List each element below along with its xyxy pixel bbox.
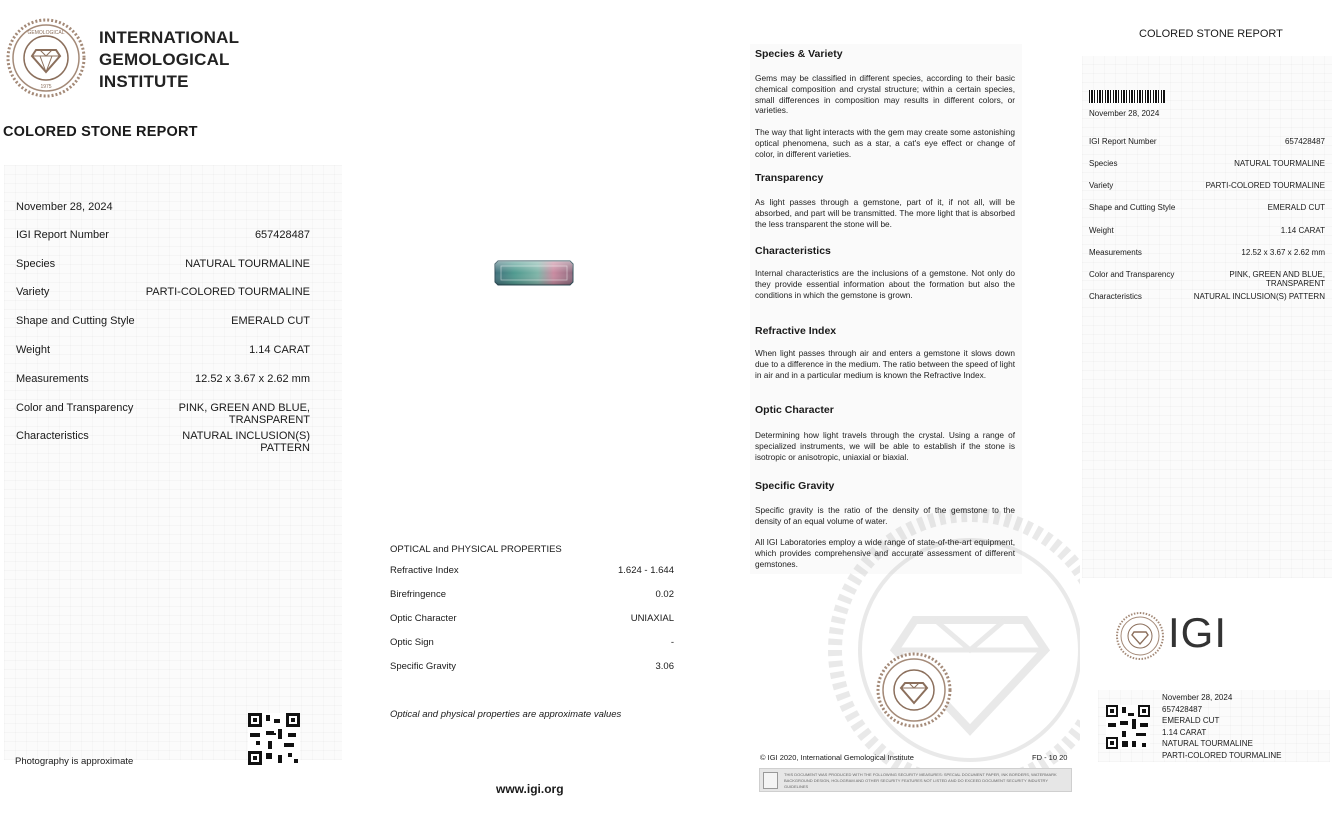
section-heading-specific-gravity: Specific Gravity [755,480,835,492]
document-icon [763,772,778,789]
left-panel-background [4,165,342,760]
field-value: 12.52 x 3.67 x 2.62 mm [1241,248,1325,257]
mini-card-line: 657428487 [1162,704,1203,714]
report-title: COLORED STONE REPORT [3,124,198,140]
field-label: IGI Report Number [1089,137,1157,146]
field-label: Shape and Cutting Style [1089,203,1176,212]
field-label: Species [16,258,56,270]
field-label: Species [1089,159,1118,168]
field-value: EMERALD CUT [1267,203,1325,212]
section-heading-characteristics: Characteristics [755,245,831,257]
mini-card-line: November 28, 2024 [1162,693,1233,702]
security-strip [759,768,1072,792]
property-value: 3.06 [655,661,674,672]
field-label: Variety [1089,181,1114,190]
mini-card-line: PARTI-COLORED TOURMALINE [1162,750,1282,760]
properties-title: OPTICAL and PHYSICAL PROPERTIES [390,544,562,555]
field-value-line: PATTERN [260,442,310,454]
igi-brand-seal [1116,612,1164,660]
field-value: 1.14 CARAT [249,344,310,356]
field-value-line: TRANSPARENT [228,414,310,426]
mini-card-line: NATURAL TOURMALINE [1162,739,1253,749]
field-value: NATURAL TOURMALINE [185,258,310,270]
seal-year: 1975 [40,84,52,90]
properties-disclaimer: Optical and physical properties are approximate values [390,709,622,720]
section-paragraph: Determining how light travels through the crystal. Using a range of specialized instruments, we will be able to establish if the stone is isotropic or anisotropic, uniaxial or biaxial. [755,430,1015,462]
form-code: FD - 10 20 [1032,753,1068,762]
field-value-line: TRANSPARENT [1266,279,1325,288]
property-value: - [670,637,674,648]
section-paragraph: When light passes through air and enters a gemstone it slows down due to a difference in the medium. The ratio between the speed of light in air and in a particular medium is known the Refractive Index. [755,348,1015,380]
property-label: Refractive Index [390,565,459,576]
field-label: Variety [16,286,50,298]
field-value: 657428487 [1284,137,1325,146]
organization-name [99,27,239,93]
photo-note: Photography is approximate [15,756,134,767]
section-paragraph: As light passes through a gemstone, part of it, if not all, will be absorbed, and part will be transmitted. The more light that is absorbed the less transparent the stone will be. [755,197,1015,229]
section-paragraph: The way that light interacts with the gem may create some astonishing optical phenomena, such as a star, a cat's eye effect or change of color, in different varieties. [755,127,1015,159]
field-label: Color and Transparency [1089,270,1175,279]
section-paragraph: Specific gravity is the ratio of the density of the gemstone to the density of an equal volume of water. [755,505,1015,526]
field-label: Measurements [1089,248,1142,257]
field-label: Weight [16,344,51,356]
right-report-date: November 28, 2024 [1089,109,1160,118]
org-name-line-3: INSTITUTE [99,72,189,91]
field-value: NATURAL TOURMALINE [1234,159,1325,168]
right-report-title: COLORED STONE REPORT [1139,28,1283,40]
mini-card-line: EMERALD CUT [1162,716,1220,726]
igi-seal-logo [6,18,86,98]
website-link[interactable]: www.igi.org [496,782,564,796]
field-value-line: NATURAL INCLUSION(S) [182,430,310,442]
field-value: 657428487 [254,229,310,241]
property-label: Specific Gravity [390,661,456,672]
section-heading-optic-character: Optic Character [755,404,834,416]
field-label: Shape and Cutting Style [16,315,135,327]
barcode [1089,90,1165,103]
section-paragraph: All IGI Laboratories employ a wide range of state-of-the-art equipment, which provides comprehensive and accurate assessment of different gemstones. [755,537,1015,569]
property-value: 0.02 [655,589,674,600]
field-label: Characteristics [16,430,89,442]
field-value: PARTI-COLORED TOURMALINE [145,286,310,298]
qr-code-icon [248,713,300,765]
copyright-text: © IGI 2020, International Gemological Institute [760,753,914,762]
right-panel-background [1082,56,1332,578]
section-heading-transparency: Transparency [755,172,824,184]
field-value-line: PINK, GREEN AND BLUE, [1229,270,1325,279]
security-note: THIS DOCUMENT WAS PRODUCED WITH THE FOLLOWING SECURITY MEASURES: SPECIAL DOCUMENT PAPER, INK BORDERS, WATERMARK BACKGROUND DESIGN, HOLOGRAM AND OTHER SECURITY FEATURES NOT LISTED AND DO EXCEED DOCUMENT SECURITY INDUSTRY GUIDELINES [784,772,1057,789]
field-value-line: PINK, GREEN AND BLUE, [178,402,310,414]
igi-brand-text: IGI [1168,609,1228,656]
report-date: November 28, 2024 [16,201,113,213]
property-value: UNIAXIAL [630,613,674,624]
section-heading-species: Species & Variety [755,48,843,60]
svg-text:GEMOLOGICAL: GEMOLOGICAL [27,30,65,36]
property-value: 1.624 - 1.644 [618,565,674,576]
section-paragraph: Internal characteristics are the inclusions of a gemstone. Not only do they provide essential information about the formation but also the conditions in which the gemstone is grown. [755,268,1015,300]
field-label: Measurements [16,373,89,385]
field-value: EMERALD CUT [231,315,310,327]
gemstone-photo [494,260,574,286]
mini-card-line: 1.14 CARAT [1162,727,1207,737]
field-value: 1.14 CARAT [1280,226,1325,235]
section-paragraph: Gems may be classified in different species, according to their basic chemical composition and crystal structure; within a certain species, small differences in composition may results in different colors, or varieties. [755,73,1015,116]
field-value: 12.52 x 3.67 x 2.62 mm [195,373,310,385]
section-heading-refractive-index: Refractive Index [755,325,837,337]
property-label: Optic Sign [390,637,434,648]
field-value: NATURAL INCLUSION(S) PATTERN [1193,292,1325,301]
qr-code-icon [1106,705,1150,749]
field-label: Weight [1089,226,1114,235]
org-name-line-2: GEMOLOGICAL [99,50,230,69]
field-value [140,402,310,426]
field-value: PARTI-COLORED TOURMALINE [1205,181,1325,190]
igi-seal-small [876,652,952,728]
org-name-line-1: INTERNATIONAL [99,28,240,47]
field-label: Characteristics [1089,292,1142,301]
field-value [140,430,310,454]
field-label: Color and Transparency [16,402,134,414]
field-value [1185,270,1325,288]
mini-card-details [1162,692,1281,762]
property-label: Optic Character [390,613,457,624]
field-label: IGI Report Number [16,229,109,241]
property-label: Birefringence [390,589,446,600]
